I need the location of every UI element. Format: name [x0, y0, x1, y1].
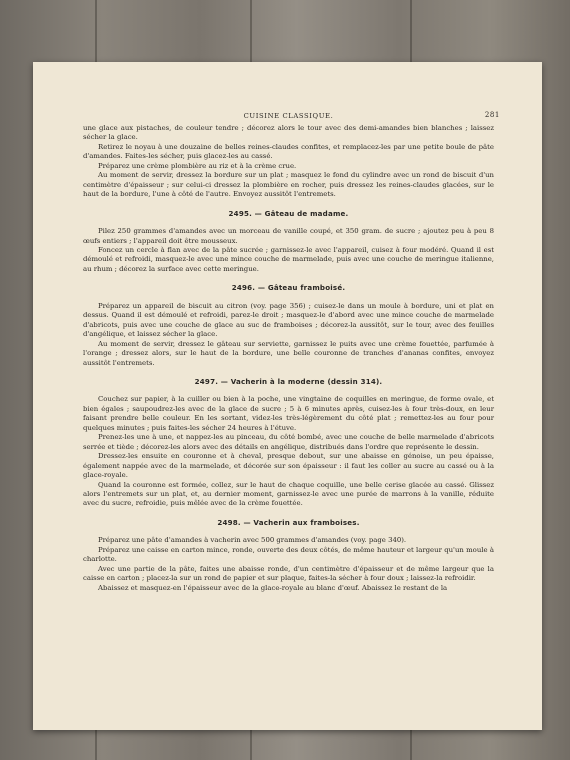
paragraph: Préparez une caisse en carton mince, ronde, ouverte des deux côtés, de même hauteur et largeur qu'un moule à charlotte. — [83, 545, 494, 564]
running-head-title: CUISINE CLASSIQUE. — [243, 112, 334, 120]
recipe-heading: 2497. — Vacherin à la moderne (dessin 314). — [194, 376, 383, 386]
paragraph: Prenez-les une à une, et nappez-les au pinceau, du côté bombé, avec une couche de belle marmelade d'abricots serrée et tiède ; décorez-les alors avec des détails en angélique, distribués dans l'ordre que représente le dessin. — [83, 433, 494, 451]
book-page — [33, 62, 542, 730]
paragraph: Dressez-les ensuite en couronne et à cheval, presque debout, sur une abaisse en génoise, un peu épaisse, également nappée avec de la marmelade, et décorée sur son épaisseur : il faut les coller au sucre au cassé ou à la glace-royale. — [83, 452, 494, 480]
recipe-heading: 2496. — Gâteau framboisé. — [231, 283, 346, 293]
paragraph: Foncez un cercle à flan avec de la pâte sucrée ; garnissez-le avec l'appareil, cuisez à four modéré. Quand il est démoulé et refroidi, masquez-le avec une mince couche de marmelade, puis avec une couche de meringue italienne, au rhum ; décorez la surface avec cette meringue. — [83, 245, 494, 273]
page-body — [83, 124, 494, 593]
paragraph: Préparez une pâte d'amandes à vacherin avec 500 grammes d'amandes (voy. page 340). — [98, 536, 407, 545]
continued-paragraph: une glace aux pistaches, de couleur tendre ; décorez alors le tour avec des demi-amandes bien blanches ; laissez sécher la glace. — [83, 124, 494, 142]
paragraph: Quand la couronne est formée, collez, sur le haut de chaque coquille, une belle cerise glacée au cassé. Glissez alors l'entremets sur un plat, et, au dernier moment, garnissez-le avec une purée de marrons à la vanille, réduite avec du sucre, refroidie, puis mêlée avec de la crème fouettée. — [83, 480, 494, 508]
paragraph: Pilez 250 grammes d'amandes avec un morceau de vanille coupé, et 350 gram. de sucre ; ajoutez peu à peu 8 œufs entiers ; l'appareil doit être mousseux. — [83, 227, 494, 245]
paragraph: Préparez une crème plombière au riz et à la crème crue. — [98, 161, 297, 170]
page-number: 281 — [484, 111, 500, 119]
paragraph: Au moment de servir, dressez la bordure sur un plat ; masquez le fond du cylindre avec un rond de biscuit d'un centimètre d'épaisseur ; sur celui-ci dressez la plombière en rocher, puis dressez les reines-claudes glacées, sur le haut de la bordure, l'une à côté de l'autre. Envoyez aussitôt l'entremets. — [83, 171, 494, 199]
recipe-heading: 2498. — Vacherin aux framboises. — [217, 517, 360, 527]
paragraph: Retirez le noyau à une douzaine de belles reines-claudes confites, et remplacez-les par une petite boule de pâte d'amandes. Faites-les sécher, puis glacez-les au cassé. — [83, 142, 494, 161]
running-head — [83, 111, 500, 124]
paragraph: Avec une partie de la pâte, faites une abaisse ronde, d'un centimètre d'épaisseur et de même largeur que la caisse en carton ; placez-la sur un rond de papier et sur plaque, faites-la sécher à four doux ; laissez-la refroidir. — [83, 564, 494, 583]
paragraph: Au moment de servir, dressez le gâteau sur serviette, garnissez le puits avec une crème fouettée, parfumée à l'orange ; dressez alors, sur le haut de la bordure, une belle couronne de tranches d'ananas confites, envoyez aussitôt l'entremets. — [83, 339, 494, 367]
recipe-heading: 2495. — Gâteau de madame. — [228, 208, 349, 218]
paragraph: Couchez sur papier, à la cuiller ou bien à la poche, une vingtaine de coquilles en meringue, de forme ovale, et bien égales ; saupoudrez-les avec de la glace de sucre ; 5 à 6 minutes après, cuisez-les à four très-doux, en leur faisant prendre belle couleur. En les sortant, videz-les très-légèrement du côté plat ; remettez-les au four pour quelques minutes ; puis faites-les sécher 24 heures à l'étuve. — [83, 395, 494, 432]
paragraph: Préparez un appareil de biscuit au citron (voy. page 356) ; cuisez-le dans un moule à bordure, uni et plat en dessus. Quand il est démoulé et refroidi, parez-le droit ; masquez-le d'abord avec une mince couche de marmelade d'abricots, puis avec une couche de glace au suc de framboises ; décorez-la aussitôt, sur le tour, avec des feuilles d'angélique, et laissez sécher la glace. — [83, 301, 494, 339]
paragraph: Abaissez et masquez-en l'épaisseur avec de la glace-royale au blanc d'œuf. Abaissez le restant de la — [98, 583, 448, 592]
